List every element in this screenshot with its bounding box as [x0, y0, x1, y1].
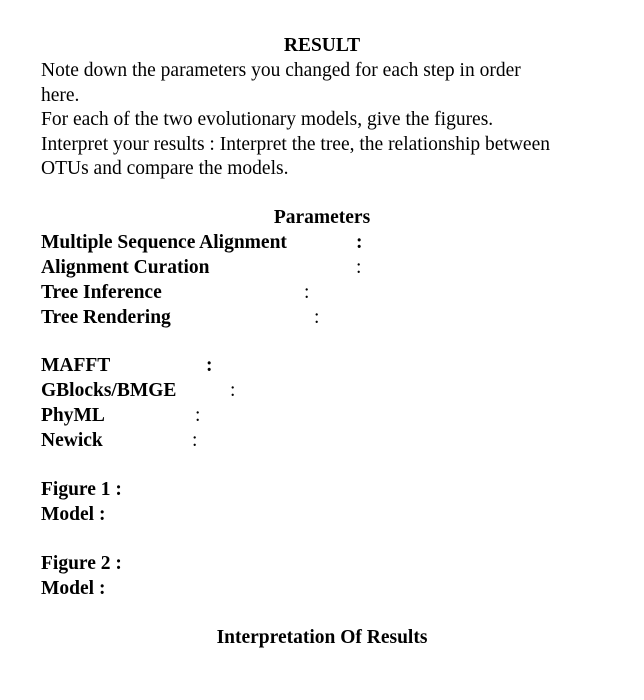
param-colon-inference: :	[304, 282, 310, 303]
parameters-heading: Parameters	[273, 207, 371, 228]
tool-label-newick: Newick	[41, 430, 103, 451]
tool-colon-newick: :	[192, 430, 198, 451]
intro-line-4: Interpret your results : Interpret the tree, the relationship between	[41, 134, 550, 155]
figure-1-label: Figure 1 :	[41, 479, 122, 500]
param-label-curation: Alignment Curation	[41, 257, 210, 278]
intro-line-5: OTUs and compare the models.	[41, 158, 289, 179]
tool-colon-gblocks: :	[230, 380, 236, 401]
tool-label-mafft: MAFFT	[41, 355, 111, 376]
figure-2-label: Figure 2 :	[41, 553, 122, 574]
tool-colon-mafft: :	[206, 355, 213, 376]
intro-line-2: here.	[41, 85, 80, 106]
param-colon-rendering: :	[314, 307, 320, 328]
tool-label-phyml: PhyML	[41, 405, 105, 426]
intro-line-3: For each of the two evolutionary models, give the figures.	[41, 109, 494, 130]
param-colon-msa: :	[356, 232, 363, 253]
param-colon-curation: :	[356, 257, 362, 278]
page-title: RESULT	[283, 35, 361, 56]
param-label-msa: Multiple Sequence Alignment	[41, 232, 287, 253]
tool-colon-phyml: :	[195, 405, 201, 426]
model-1-label: Model :	[41, 504, 106, 525]
param-label-inference: Tree Inference	[41, 282, 162, 303]
intro-line-1: Note down the parameters you changed for each step in order	[41, 60, 521, 81]
tool-label-gblocks: GBlocks/BMGE	[41, 380, 177, 401]
interpretation-heading: Interpretation Of Results	[216, 627, 428, 648]
model-2-label: Model :	[41, 578, 106, 599]
param-label-rendering: Tree Rendering	[41, 307, 171, 328]
